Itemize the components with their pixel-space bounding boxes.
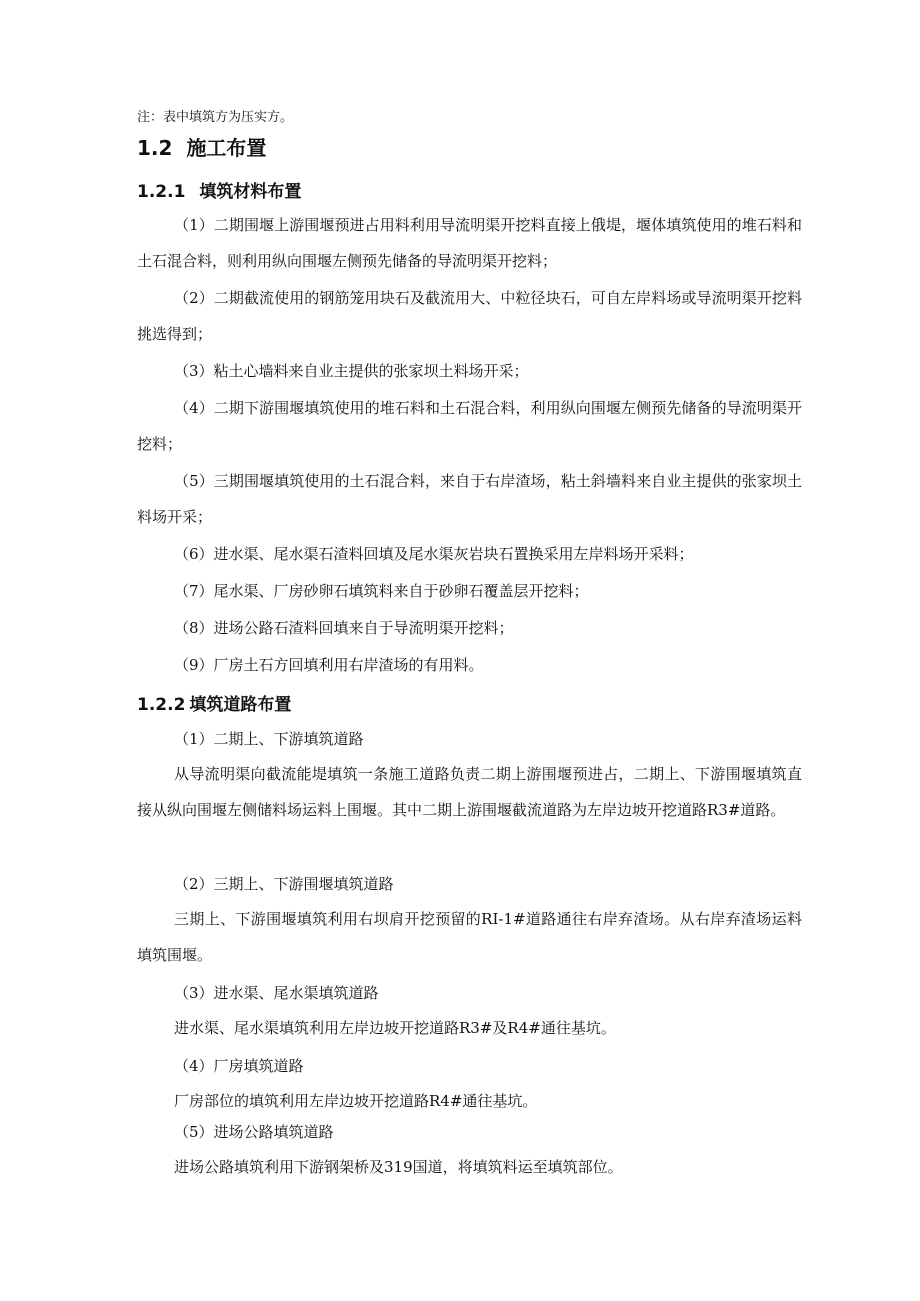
subsection-heading-materials: [137, 177, 301, 202]
road-heading-2: （2）三期上、下游围堰填筑道路: [174, 875, 394, 893]
road-body-5: 进场公路填筑利用下游钢架桥及319国道，将填筑料运至填筑部位。: [174, 1158, 623, 1176]
road-body-3: 进水渠、尾水渠填筑利用左岸边坡开挖道路R3#及R4#通往基坑。: [174, 1019, 616, 1037]
material-item-4: （4）二期下游围堰填筑使用的堆石料和土石混合料，利用纵向围堰左侧预先储备的导流明渠开挖料；: [137, 399, 802, 453]
material-item-8: （8）进场公路石渣料回填来自于导流明渠开挖料；: [174, 619, 514, 637]
road-body-1: 从导流明渠向截流能堤填筑一条施工道路负责二期上游围堰预进占，二期上、下游围堰填筑直接从纵向围堰左侧储料场运料上围堰。其中二期上游围堰截流道路为左岸边坡开挖道路R3#道路。: [137, 765, 802, 819]
material-item-5: （5）三期围堰填筑使用的土石混合料，来自于右岸渣场，粘土斜墙料来自业主提供的张家坝土料场开采；: [137, 472, 802, 526]
material-item-6: （6）进水渠、尾水渠石渣料回填及尾水渠灰岩块石置换采用左岸料场开采料；: [174, 545, 694, 563]
subsection-number: 1.2.2: [137, 695, 186, 715]
road-heading-4: （4）厂房填筑道路: [174, 1057, 304, 1075]
road-body-2: 三期上、下游围堰填筑利用右坝肩开挖预留的RI-1#道路通往右岸弃渣场。从右岸弃渣场运料填筑围堰。: [137, 910, 802, 964]
road-body-4: 厂房部位的填筑利用左岸边坡开挖道路R4#通往基坑。: [174, 1092, 538, 1110]
material-item-3: （3）粘土心墙料来自业主提供的张家坝土料场开采；: [174, 362, 529, 380]
table-note: 注：表中填筑方为压实方。: [137, 110, 294, 125]
section-heading: [137, 132, 266, 161]
subsection-number: 1.2.1: [137, 182, 186, 202]
subsection-title: 填筑材料布置: [199, 182, 302, 202]
material-item-9: （9）厂房土石方回填利用右岸渣场的有用料。: [174, 656, 484, 674]
section-title: 施工布置: [186, 136, 267, 160]
material-item-1: （1）二期围堰上游围堰预进占用料利用导流明渠开挖料直接上俄堤，堰体填筑使用的堆石料和土石混合料，则利用纵向围堰左侧预先储备的导流明渠开挖料；: [137, 216, 802, 270]
road-heading-3: （3）进水渠、尾水渠填筑道路: [174, 984, 379, 1002]
road-heading-1: （1）二期上、下游填筑道路: [174, 730, 364, 748]
subsection-heading-roads: [137, 690, 291, 715]
material-item-7: （7）尾水渠、厂房砂卵石填筑料来自于砂卵石覆盖层开挖料；: [174, 582, 589, 600]
material-item-2: （2）二期截流使用的钢筋笼用块石及截流用大、中粒径块石，可自左岸料场或导流明渠开挖料挑选得到；: [137, 289, 802, 343]
section-number: 1.2: [137, 136, 173, 160]
subsection-title: 填筑道路布置: [189, 695, 292, 715]
road-heading-5: （5）进场公路填筑道路: [174, 1123, 334, 1141]
